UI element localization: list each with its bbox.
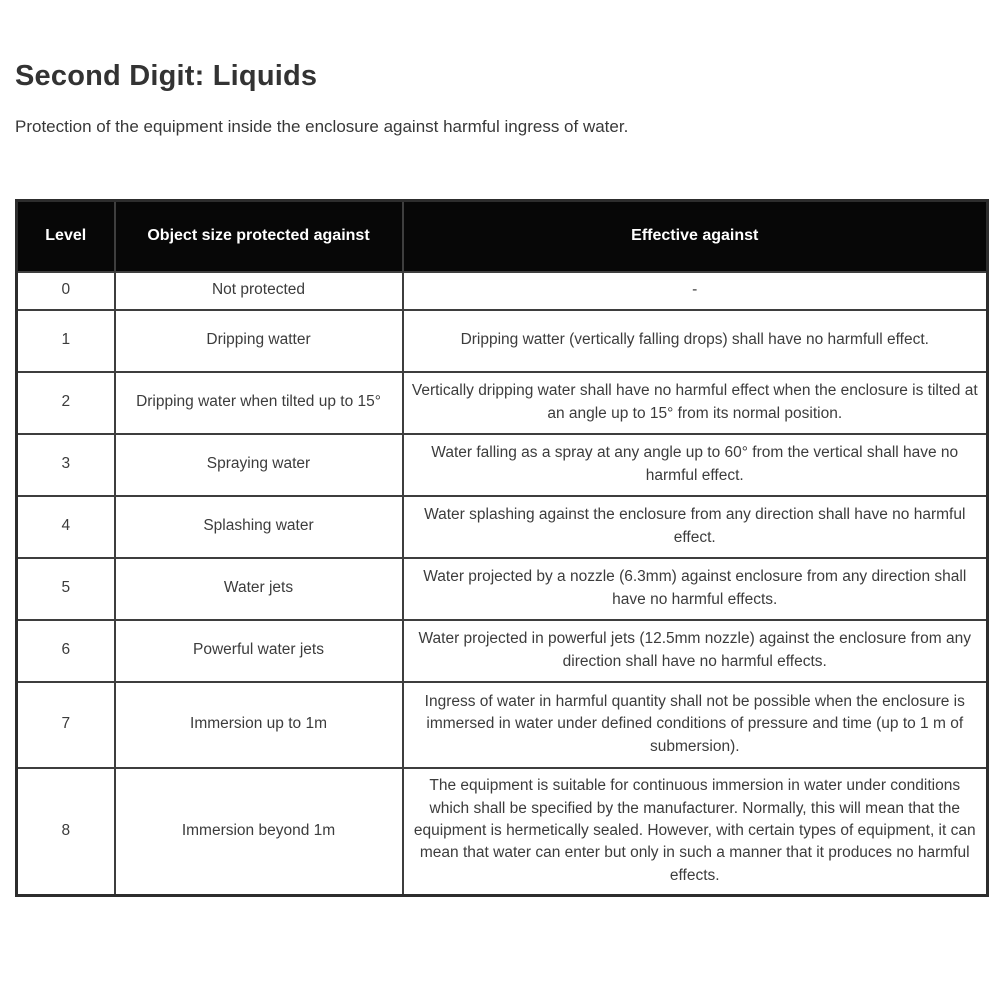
protection-cell: Water jets [115,558,403,620]
liquids-protection-table [15,199,989,897]
column-header-effective: Effective against [403,201,988,272]
table-row [17,372,988,434]
level-cell: 4 [17,496,115,558]
effective-cell: Vertically dripping water shall have no harmful effect when the enclosure is tilted at an angle up to 15° from its normal position. [403,372,988,434]
level-cell: 3 [17,434,115,496]
table-header-row [17,201,988,272]
effective-cell: - [403,272,988,310]
protection-cell: Splashing water [115,496,403,558]
effective-cell: Dripping watter (vertically falling drops) shall have no harmfull effect. [403,310,988,372]
protection-cell: Immersion up to 1m [115,682,403,768]
level-cell: 2 [17,372,115,434]
table-row [17,620,988,682]
effective-cell: Water projected in powerful jets (12.5mm nozzle) against the enclosure from any direction shall have no harmful effects. [403,620,988,682]
protection-cell: Spraying water [115,434,403,496]
table-row [17,434,988,496]
effective-cell: Ingress of water in harmful quantity shall not be possible when the enclosure is immersed in water under defined conditions of pressure and time (up to 1 m of submersion). [403,682,988,768]
protection-cell: Powerful water jets [115,620,403,682]
protection-cell: Not protected [115,272,403,310]
page-subtitle: Protection of the equipment inside the enclosure against harmful ingress of water. [15,117,629,136]
table-row [17,496,988,558]
level-cell: 6 [17,620,115,682]
page-title: Second Digit: Liquids [15,60,318,92]
table-row [17,682,988,768]
table-row [17,310,988,372]
effective-cell: The equipment is suitable for continuous immersion in water under conditions which shall be specified by the manufacturer. Normally, this will mean that the equipment is hermetically sealed. However, with certain types of equipment, it can mean that water can enter but only in such a manner that it produces no harmful effects. [403,768,988,896]
protection-cell: Dripping watter [115,310,403,372]
level-cell: 1 [17,310,115,372]
table-row [17,768,988,896]
column-header-protection: Object size protected against [115,201,403,272]
column-header-level: Level [17,201,115,272]
protection-cell: Dripping water when tilted up to 15° [115,372,403,434]
level-cell: 5 [17,558,115,620]
effective-cell: Water falling as a spray at any angle up to 60° from the vertical shall have no harmful effect. [403,434,988,496]
level-cell: 8 [17,768,115,896]
protection-cell: Immersion beyond 1m [115,768,403,896]
level-cell: 7 [17,682,115,768]
table-row [17,272,988,310]
table-row [17,558,988,620]
level-cell: 0 [17,272,115,310]
effective-cell: Water splashing against the enclosure from any direction shall have no harmful effect. [403,496,988,558]
effective-cell: Water projected by a nozzle (6.3mm) against enclosure from any direction shall have no harmful effects. [403,558,988,620]
